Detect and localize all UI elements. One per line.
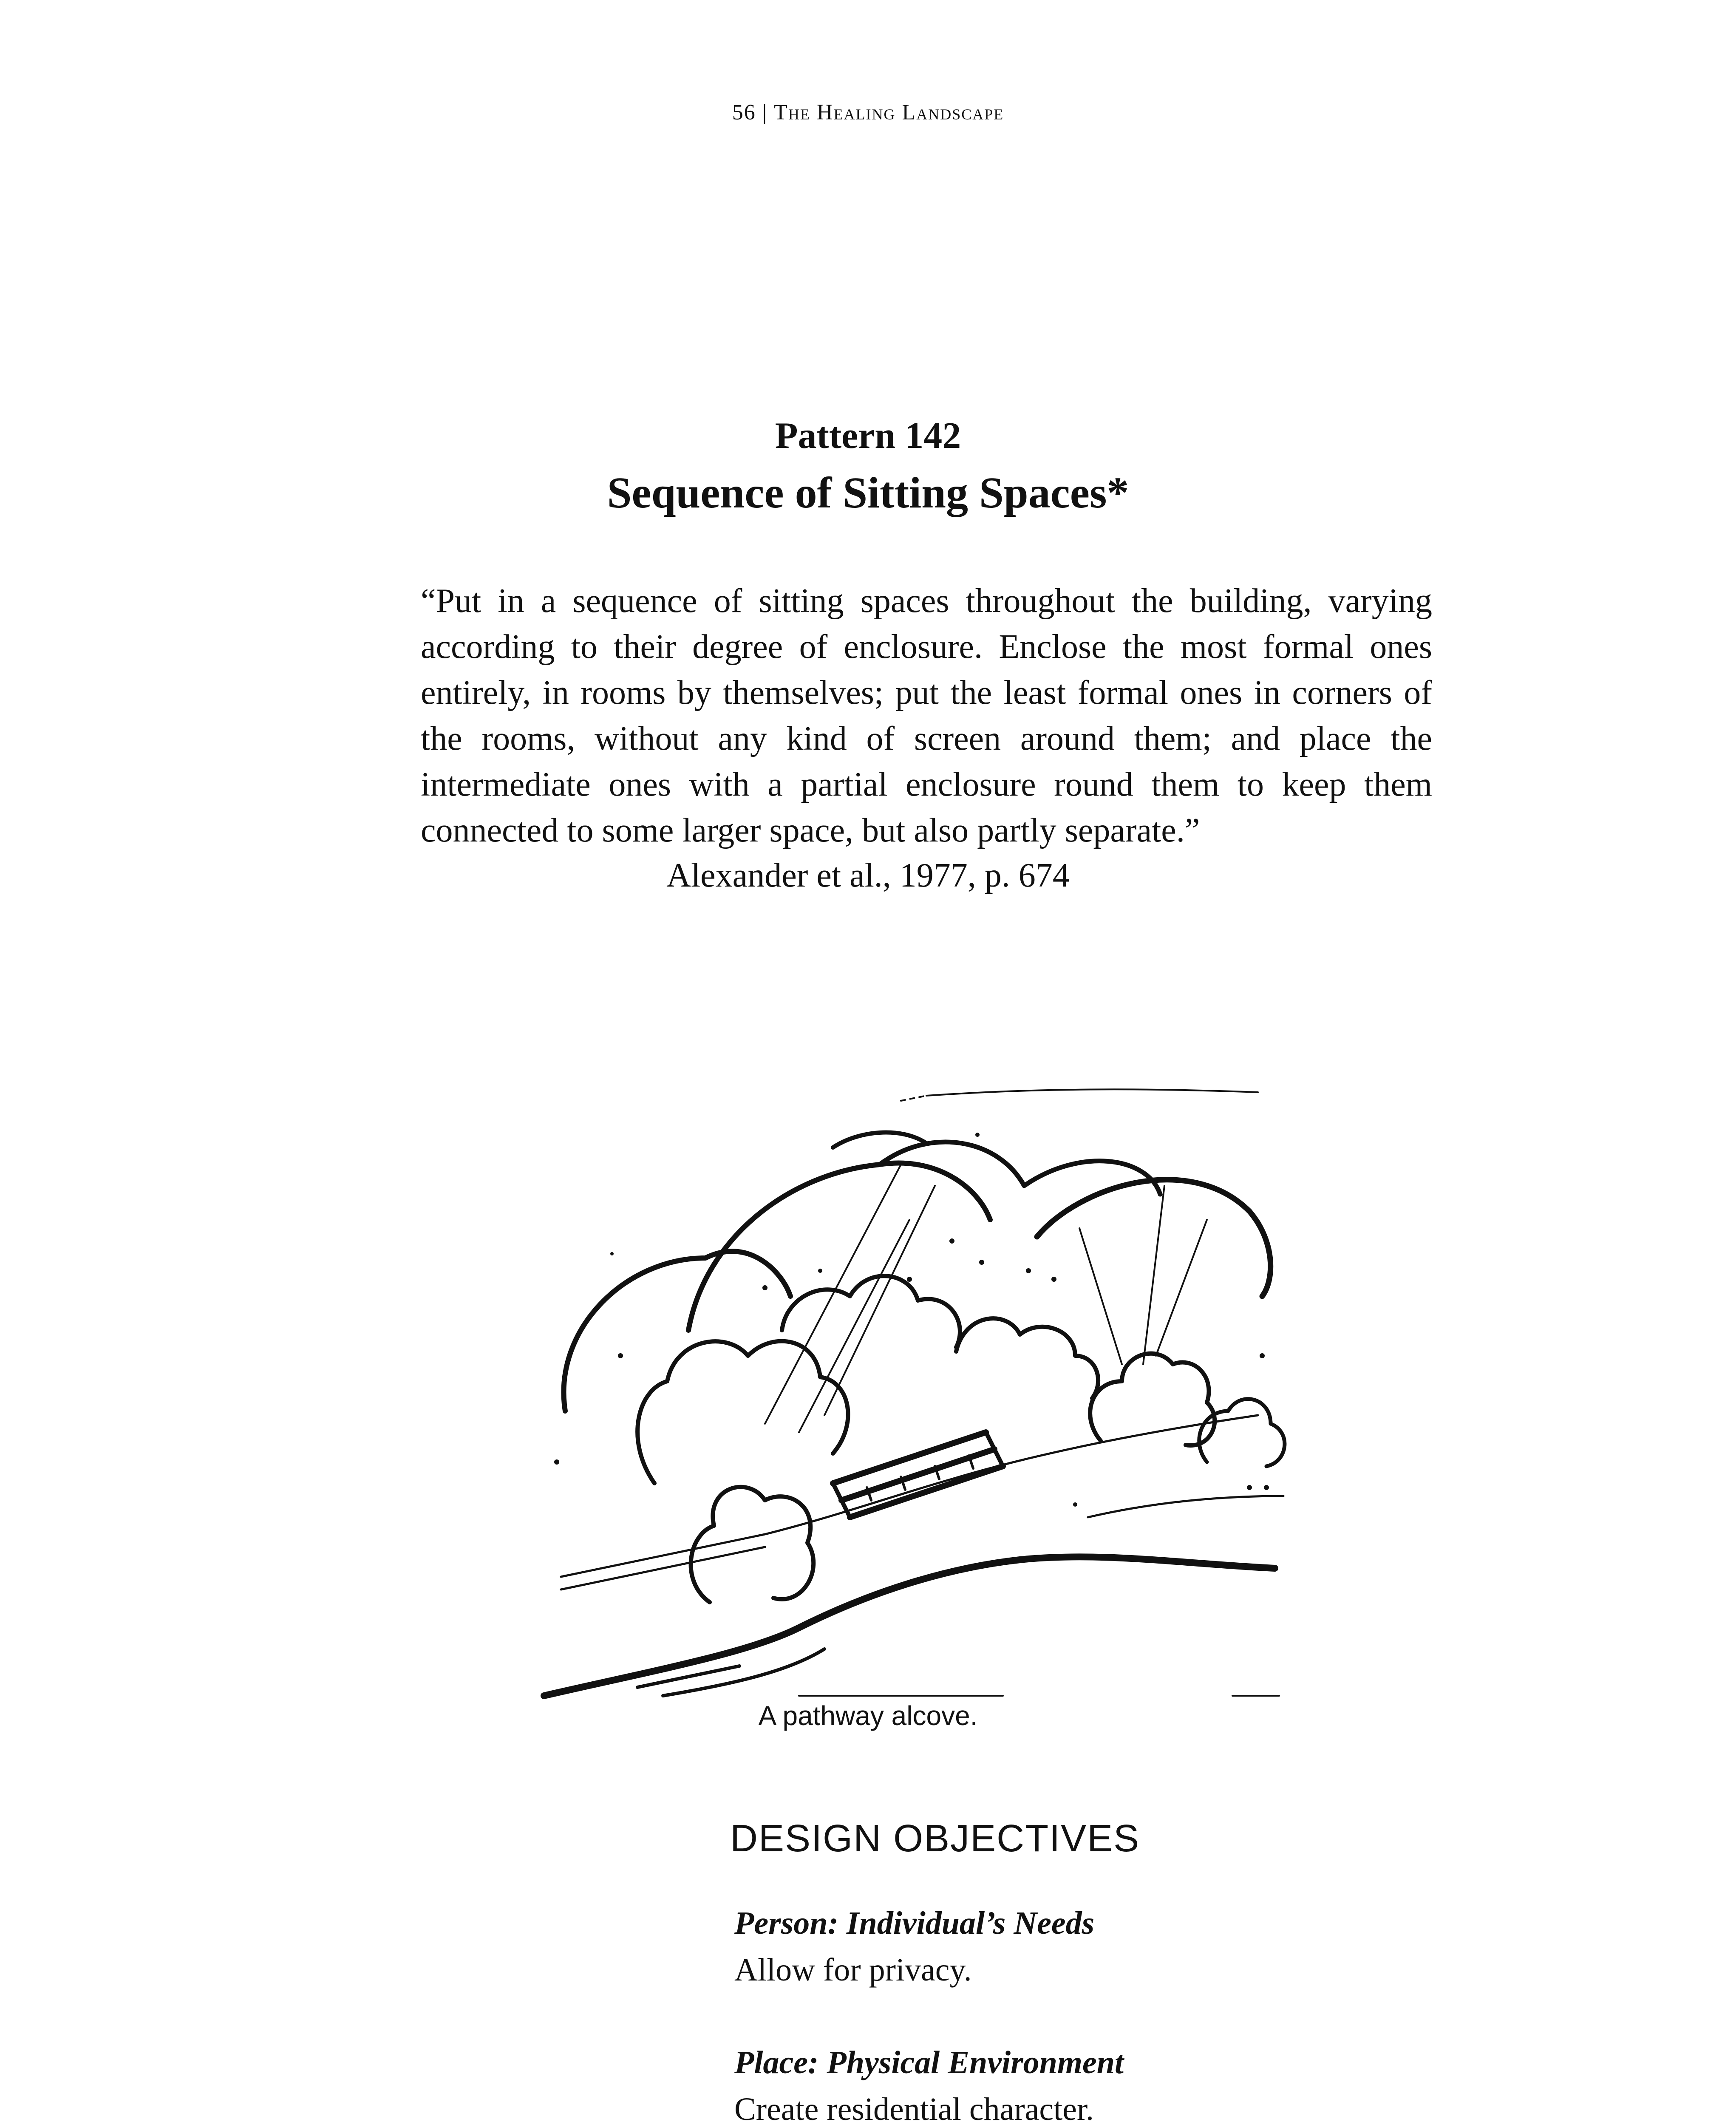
book-title: The Healing Landscape bbox=[774, 100, 1004, 125]
objective-item: Create residential character. bbox=[734, 2091, 1094, 2125]
figure-caption: A pathway alcove. bbox=[758, 1700, 978, 1731]
pattern-number: Pattern 142 bbox=[775, 415, 961, 456]
objectives-list bbox=[734, 1900, 1414, 2125]
objective-group-person bbox=[734, 1900, 1414, 1993]
running-head-separator: | bbox=[762, 100, 768, 125]
objective-group-place bbox=[734, 2039, 1414, 2125]
quote-text: “Put in a sequence of sitting spaces throughout the building, varying according to their degree of enclosure. Enclose the most formal ones entirely, in rooms by themselves; put the least formal ones in corners of the rooms, without any kind of screen around them; and place the intermediate ones with a partial enclosure round them to keep them connected to some larger space, but also partly separate.” bbox=[421, 582, 1432, 849]
sketch-dots bbox=[554, 1133, 1269, 1507]
pathway-alcove-sketch bbox=[527, 1058, 1326, 1704]
design-objectives-heading: DESIGN OBJECTIVES bbox=[730, 1817, 1140, 1860]
running-head bbox=[0, 100, 1736, 125]
pattern-title: Sequence of Sitting Spaces* bbox=[607, 468, 1129, 517]
page-number: 56 bbox=[732, 100, 756, 125]
objective-group-title: Person: Individual’s Needs bbox=[734, 1905, 1095, 1941]
objective-group-title: Place: Physical Environment bbox=[734, 2045, 1124, 2080]
quote-citation: Alexander et al., 1977, p. 674 bbox=[666, 857, 1070, 894]
objective-item: Allow for privacy. bbox=[734, 1952, 972, 1988]
quote-block bbox=[421, 578, 1432, 853]
